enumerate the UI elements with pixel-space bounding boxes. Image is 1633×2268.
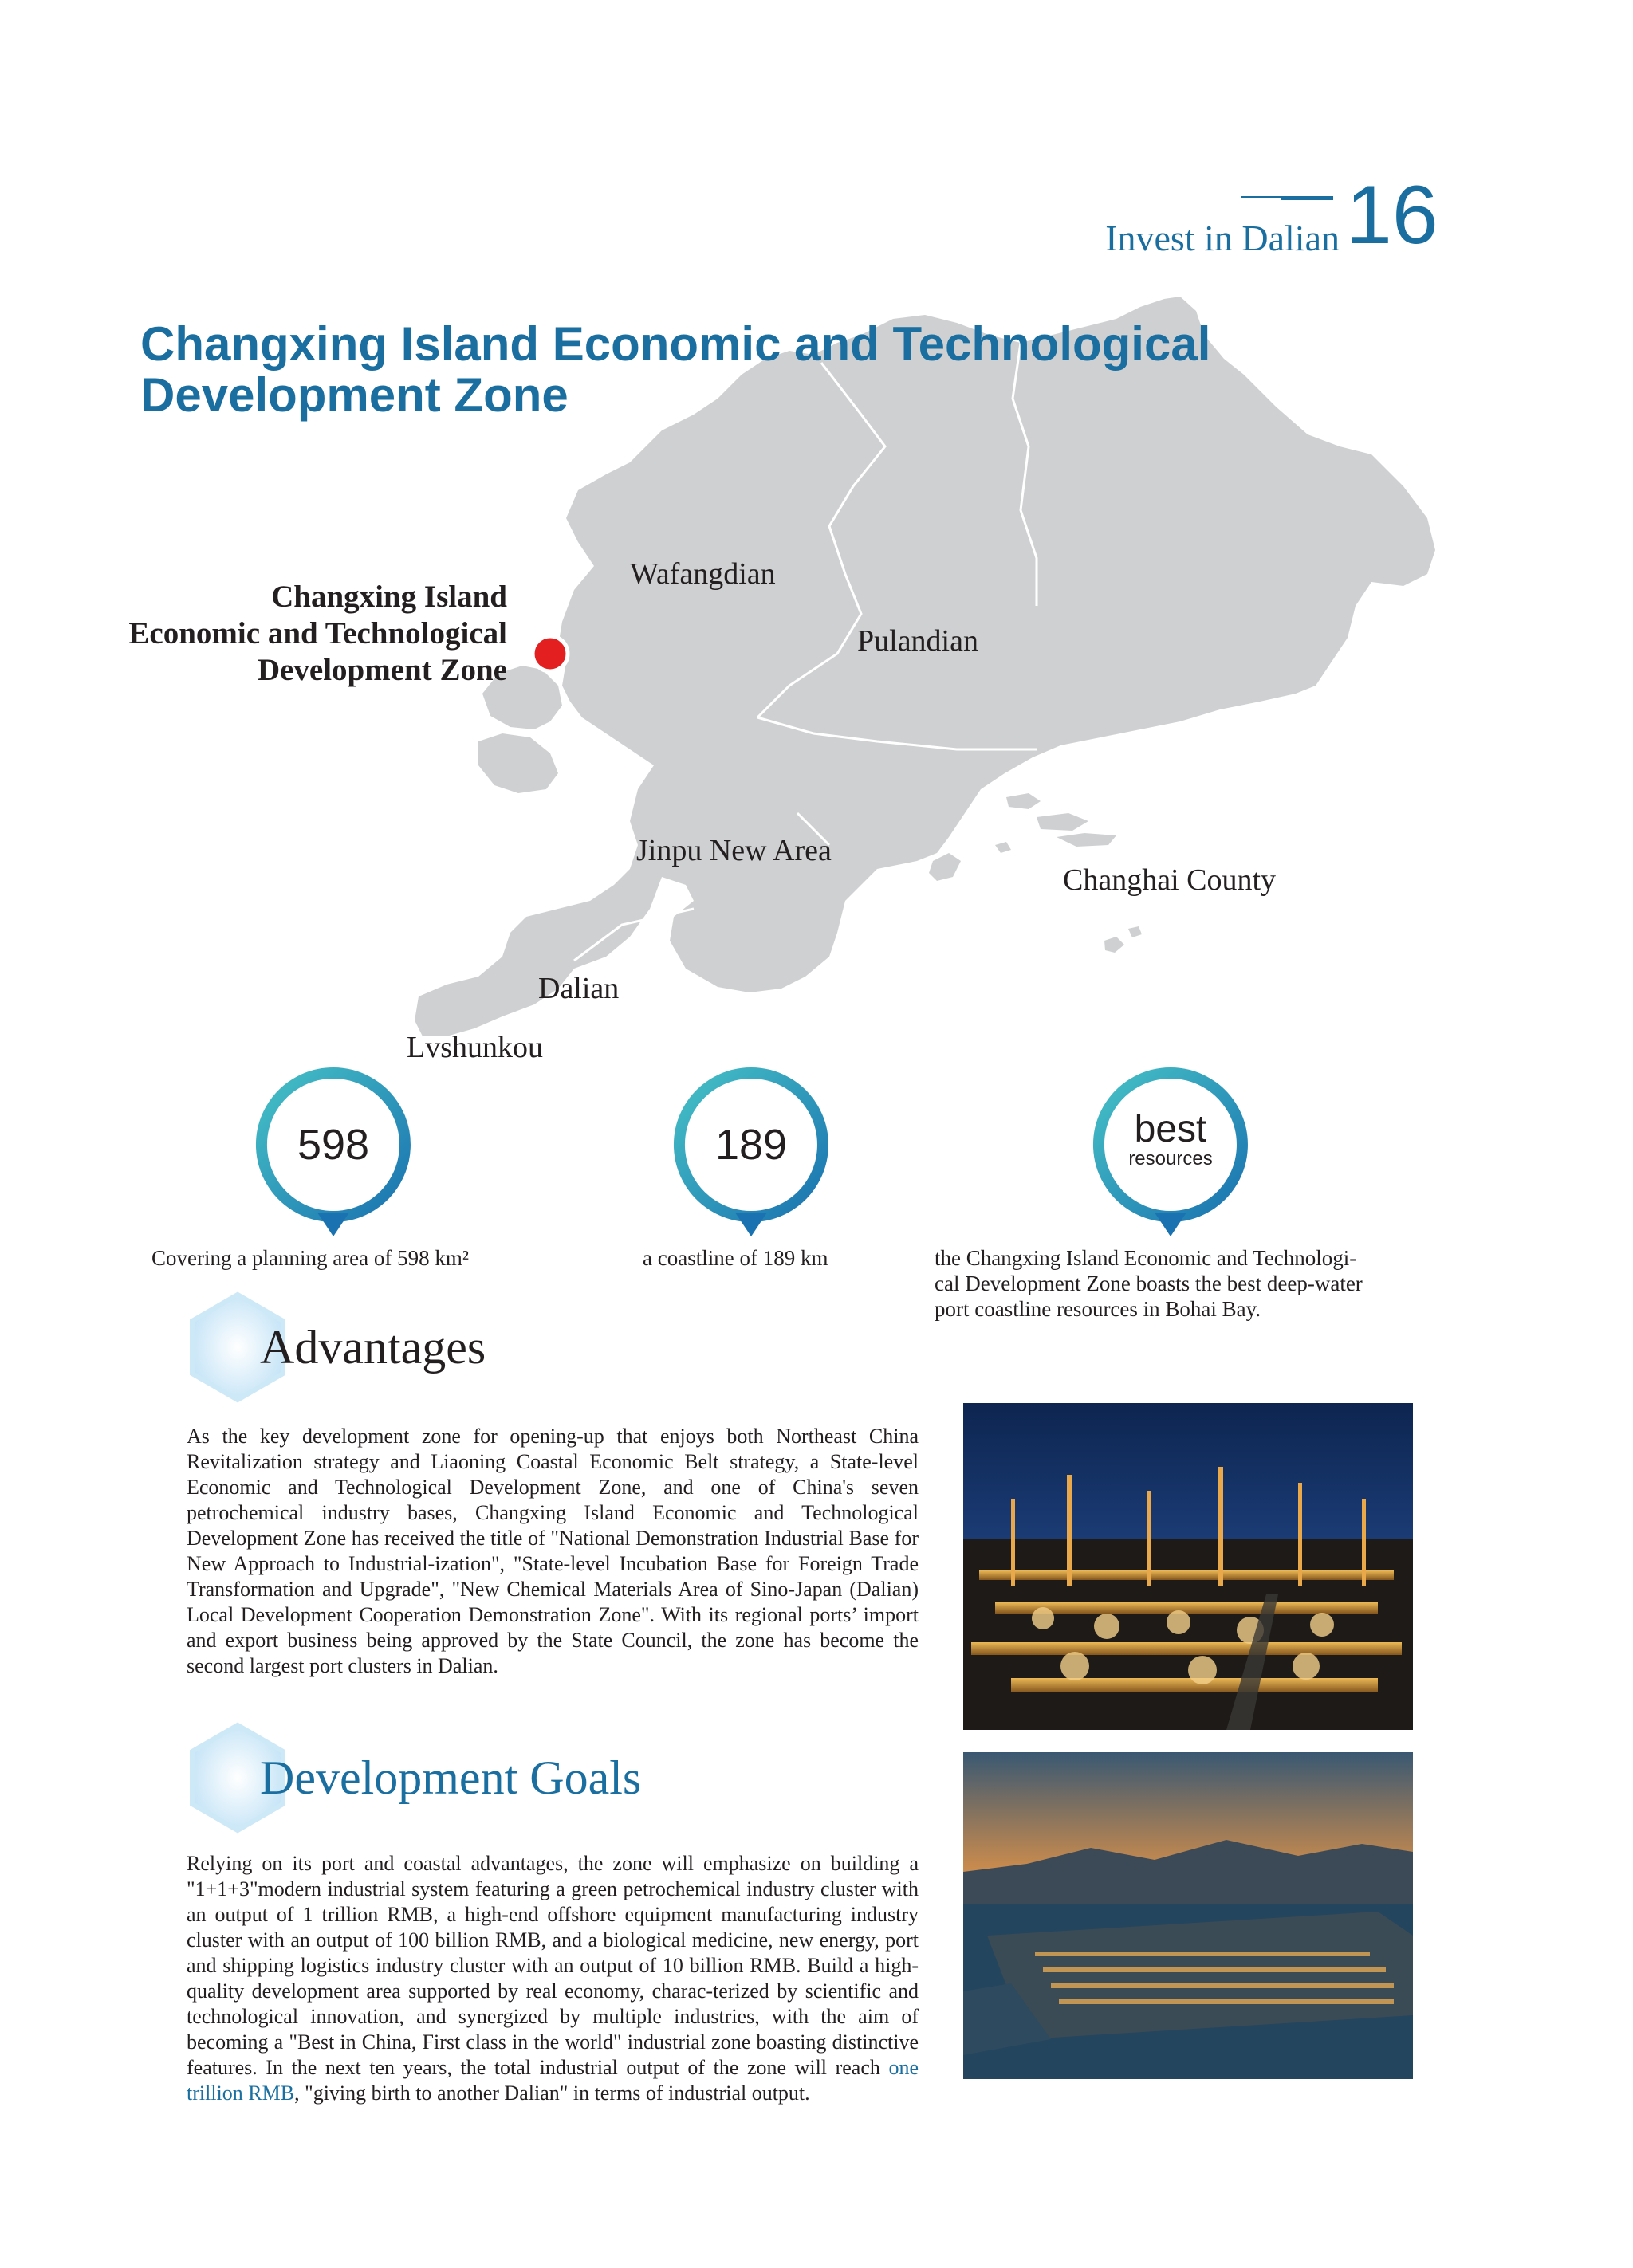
- zone-label-line3: Development Zone: [257, 653, 507, 687]
- zone-label-line2: Economic and Technological: [128, 616, 507, 651]
- goals-heading: Development Goals: [260, 1751, 642, 1804]
- map-label-jinpu: Jinpu New Area: [636, 834, 832, 867]
- map-label-dalian: Dalian: [538, 972, 620, 1005]
- map-label-wafangdian: Wafangdian: [630, 557, 776, 591]
- stat-caption-resources-line1: the Changxing Island Economic and Technologi-: [935, 1246, 1357, 1270]
- goals-text-end: , "giving birth to another Dalian" in terms of industrial output.: [294, 2081, 810, 2105]
- stat-caption-coastline: a coastline of 189 km: [643, 1246, 828, 1270]
- goals-text-main: Relying on its port and coastal advantages, the zone will emphasize on building a "1+1+3"modern industrial system featuring a green petrochemical industry cluster with an output of 1 trillion RMB, a high-end offshore equipment manufacturing industry cluster with an output of 100 billion RMB, and a biological medicine, new energy, port and shipping logistics industry cluster with an output of 10 billion RMB. Build a high-quality development area supported by real economy, charac-terized by scientific and technological innovation, and synergized by multiple industries, with the aim of becoming a "Best in China, First class in the world" industrial zone boasting distinctive features. In the next ten years, the total industrial output of the zone will reach: [187, 1852, 919, 2079]
- advantages-heading: Advantages: [260, 1321, 486, 1374]
- zone-label: [80, 579, 507, 689]
- port-sunset-photo: [963, 1752, 1413, 2079]
- header-label: Invest in Dalian: [1105, 218, 1340, 258]
- page-title-line2: Development Zone: [140, 368, 569, 422]
- zone-label-line1: Changxing Island: [271, 580, 507, 614]
- map-label-pulandian: Pulandian: [857, 624, 978, 658]
- advantages-text: As the key development zone for opening-up that enjoys both Northeast China Revitalization strategy and Liaoning Coastal Economic Belt strategy, a State-level Economic and Technological Development Zone, and one of China's seven petrochemical industry bases, Changxing Island Economic and Technological Development Zone has received the title of "National Demonstration Industrial Base for New Approach to Industrial-ization", "State-level Incubation Base for Foreign Trade Transformation and Upgrade", "New Chemical Materials Area of Sino-Japan (Dalian) Local Development Cooperation Demonstration Zone". With its regional ports’ import and export business being approved by the State Council, the zone has become the second largest port clusters in Dalian.: [187, 1425, 919, 1677]
- map-label-lvshunkou: Lvshunkou: [407, 1031, 543, 1064]
- stat-caption-resources: [935, 1245, 1429, 1322]
- stat-sub-resources: resources: [1128, 1148, 1213, 1169]
- zone-marker-icon: [533, 636, 568, 671]
- page-title-line1: Changxing Island Economic and Technological: [140, 317, 1211, 371]
- goals-text: [187, 1851, 919, 2106]
- page-title: [140, 319, 1384, 421]
- stat-value-coastline: 189: [714, 1121, 788, 1169]
- stat-value-resources: best: [1134, 1108, 1207, 1150]
- stat-caption-resources-line2: cal Development Zone boasts the best deep-water: [935, 1272, 1363, 1295]
- stat-caption-area: Covering a planning area of 598 km²: [151, 1246, 469, 1270]
- goals-text-highlight: one trillion RMB: [187, 2056, 919, 2105]
- petrochemical-plant-photo: [963, 1403, 1413, 1730]
- page-number: 16: [1346, 169, 1438, 261]
- stat-value-area: 598: [297, 1121, 370, 1169]
- map-label-changhai: Changhai County: [1063, 863, 1277, 897]
- stat-caption-resources-line3: port coastline resources in Bohai Bay.: [935, 1297, 1261, 1321]
